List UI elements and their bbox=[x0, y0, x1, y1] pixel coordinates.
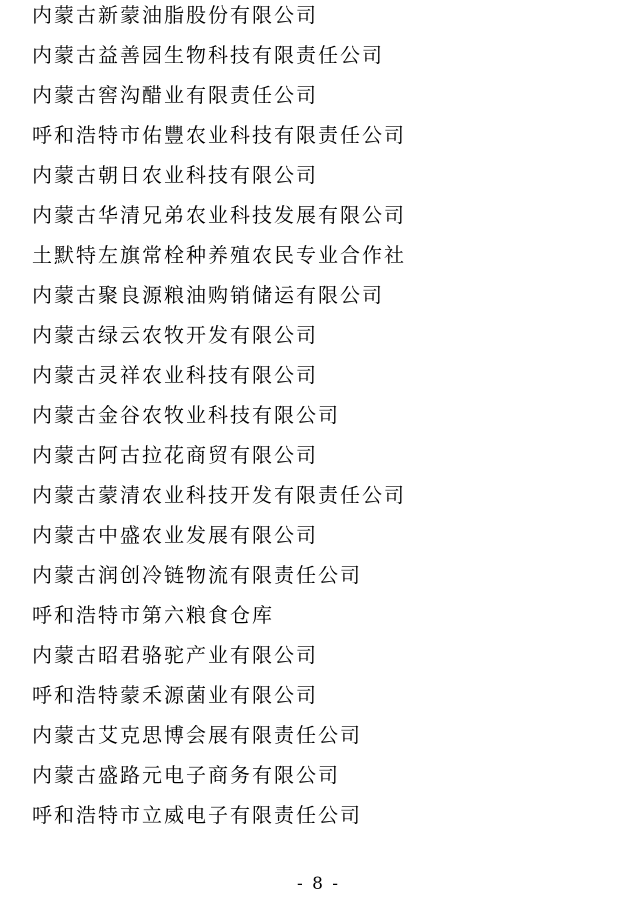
list-item: 土默特左旗常栓种养殖农民专业合作社 bbox=[32, 243, 406, 267]
list-item: 内蒙古润创冷链物流有限责任公司 bbox=[32, 563, 362, 587]
list-item: 内蒙古艾克思博会展有限责任公司 bbox=[32, 723, 362, 747]
list-item: 内蒙古盛路元电子商务有限公司 bbox=[32, 763, 340, 787]
list-item: 呼和浩特蒙禾源菌业有限公司 bbox=[32, 683, 318, 707]
list-item: 内蒙古华清兄弟农业科技发展有限公司 bbox=[32, 203, 406, 227]
list-item: 内蒙古蒙清农业科技开发有限责任公司 bbox=[32, 483, 406, 507]
list-item: 呼和浩特市第六粮食仓库 bbox=[32, 603, 274, 627]
list-item: 内蒙古窖沟醋业有限责任公司 bbox=[32, 83, 318, 107]
list-item: 呼和浩特市佑豐农业科技有限责任公司 bbox=[32, 123, 406, 147]
list-item: 内蒙古聚良源粮油购销储运有限公司 bbox=[32, 283, 384, 307]
page-number: - 8 - bbox=[296, 874, 341, 894]
list-item: 内蒙古朝日农业科技有限公司 bbox=[32, 163, 318, 187]
list-item: 呼和浩特市立威电子有限责任公司 bbox=[32, 803, 362, 827]
list-item: 内蒙古中盛农业发展有限公司 bbox=[32, 523, 318, 547]
list-item: 内蒙古益善园生物科技有限责任公司 bbox=[32, 43, 384, 67]
list-item: 内蒙古昭君骆驼产业有限公司 bbox=[32, 643, 318, 667]
list-item: 内蒙古绿云农牧开发有限公司 bbox=[32, 323, 318, 347]
list-item: 内蒙古金谷农牧业科技有限公司 bbox=[32, 403, 340, 427]
list-item: 内蒙古阿古拉花商贸有限公司 bbox=[32, 443, 318, 467]
company-list bbox=[32, 0, 406, 840]
list-item: 内蒙古新蒙油脂股份有限公司 bbox=[32, 3, 318, 27]
list-item: 内蒙古灵祥农业科技有限公司 bbox=[32, 363, 318, 387]
